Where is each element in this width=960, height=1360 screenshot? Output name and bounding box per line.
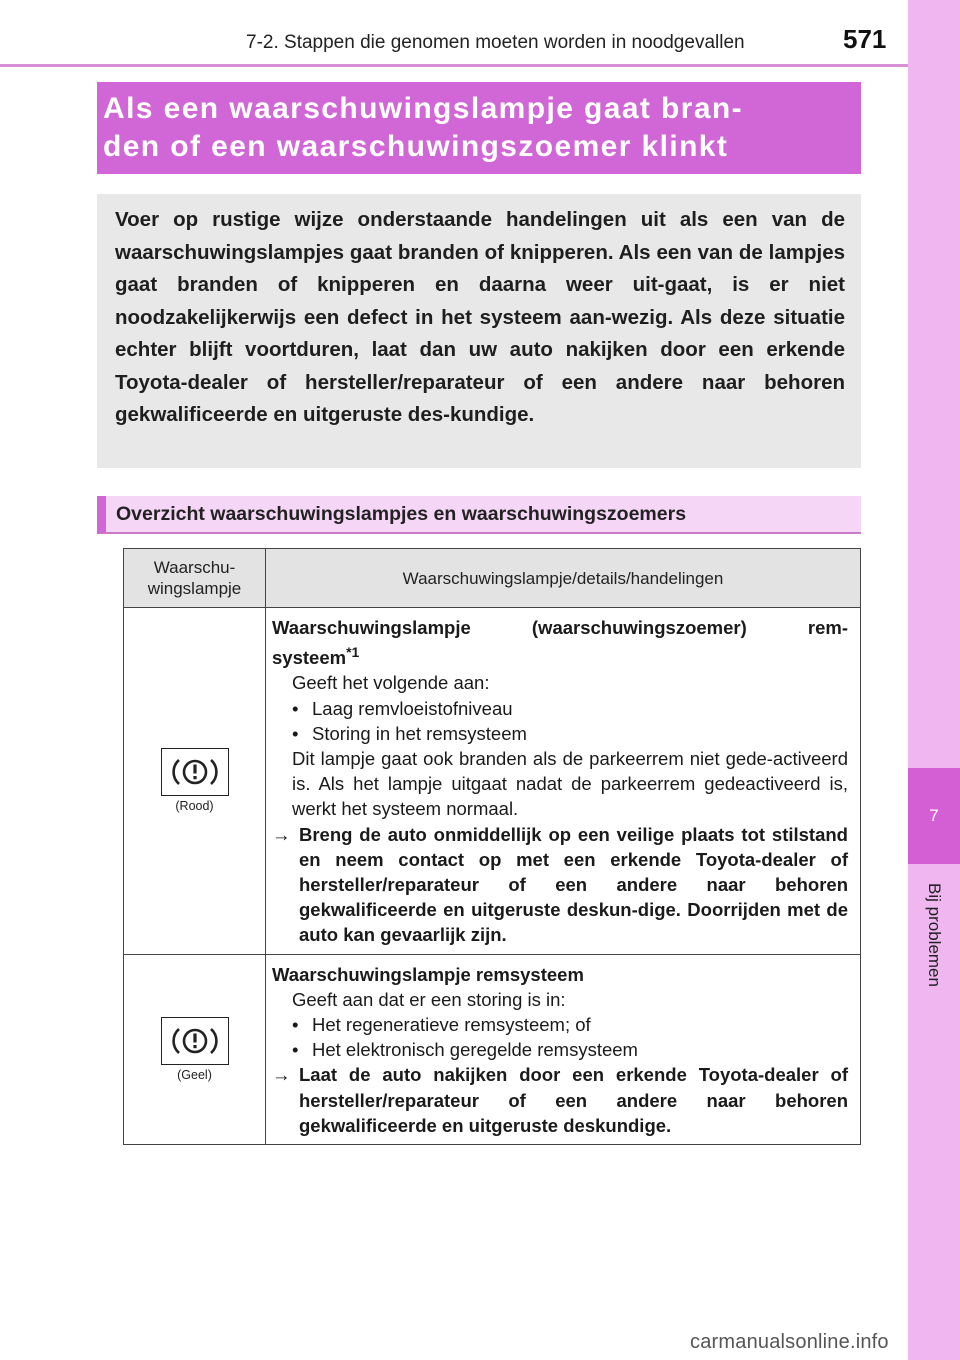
list-item: • Het elektronisch geregelde remsysteem [272,1037,848,1062]
table-row [124,608,861,955]
subheading-text: Overzicht waarschuwingslampjes en waarschuwingszoemers [116,503,687,525]
lamp-title-line1: Waarschuwingslampje remsysteem [272,963,584,985]
lamp-title-line1: Waarschuwingslampje (waarschuwingszoemer) rem- [272,617,848,638]
column-header-lamp-line1: Waarschu- [153,558,236,577]
brake-system-icon [161,1017,229,1065]
watermark: carmanualsonline.info [690,1331,889,1353]
table-row [124,954,861,1144]
list-item: • Laag remvloeistofniveau [272,696,848,721]
list-item-text: Laag remvloeistofniveau [312,697,513,719]
brake-warning-icon [161,748,229,796]
lamp-details [266,608,861,955]
chapter-side-tab [908,0,960,1360]
footnote-marker[interactable]: *1 [346,644,360,661]
lamp-cell [124,954,266,1144]
chapter-number: 7 [929,806,939,825]
arrow-icon: → [272,1064,291,1086]
subheading [97,496,861,534]
column-header-details: Waarschuwingslampje/details/handelingen [266,549,861,608]
lamp-intro: Geeft het volgende aan: [292,672,490,694]
warning-lights-table [123,548,861,1145]
chapter-number-tab[interactable] [908,768,960,864]
lamp-action-text: Breng de auto onmiddellijk op een veilige plaats tot stilstand en neem contact op met een erkende Toyota-dealer of hersteller/reparateur of een andere naar behoren gekwalificeerde en uitgeruste deskun-dige. Doorrijden met de auto kan gevaarlijk zijn. [299,823,848,946]
header-divider [0,64,908,67]
lamp-intro: Geeft aan dat er een storing is in: [292,988,566,1010]
list-item: • Storing in het remsysteem [272,721,848,746]
column-header-lamp [124,549,266,608]
list-item-text: Het regeneratieve remsysteem; of [312,1014,591,1036]
intro-box [97,194,861,468]
lamp-title-line2: systeem [272,647,347,669]
section-title-line2: den of een waarschuwingszoemer klinkt [103,130,729,163]
list-item: • Het regeneratieve remsysteem; of [272,1012,848,1037]
list-item-text: Storing in het remsysteem [312,722,527,744]
intro-text: Voer op rustige wijze onderstaande handelingen uit als een van de waarschuwingslampjes gaat branden of knipperen. Als een van de lampjes gaat branden of knipperen en daarna weer uit-gaat, is er niet noodzakelijkerwijs een defect in het systeem aan-wezig. Als deze situatie echter blijft voortduren, laat dan uw auto nakijken door een erkende Toyota-dealer of hersteller/reparateur of een andere naar behoren gekwalificeerde en uitgeruste des-kundige. [115,208,845,426]
list-item-text: Het elektronisch geregelde remsysteem [312,1039,638,1061]
column-header-lamp-line2: wingslampje [147,579,242,598]
lamp-action-text: Laat de auto nakijken door een erkende Toyota-dealer of hersteller/reparateur of een andere naar behoren gekwalificeerde en uitgeruste deskundige. [299,1064,848,1136]
lamp-note: Dit lampje gaat ook branden als de parkeerrem niet gede-activeerd is. Als het lampje uitgaat nadat de parkeerrem gedeactiveerd is, werkt het systeem normaal. [292,748,848,820]
chapter-label: Bij problemen [925,883,944,987]
running-header: 7-2. Stappen die genomen moeten worden in noodgevallen [246,32,745,53]
lamp-action [272,822,848,948]
section-title-line1: Als een waarschuwingslampje gaat bran- [103,92,744,125]
section-title [97,82,861,174]
page-number: 571 [843,24,887,54]
lamp-action [272,1062,848,1138]
table-header-row [124,549,861,608]
lamp-color-caption: (Geel) [177,1067,212,1082]
lamp-details [266,954,861,1144]
lamp-cell [124,608,266,955]
lamp-color-caption: (Rood) [175,799,214,814]
arrow-icon: → [272,823,291,845]
